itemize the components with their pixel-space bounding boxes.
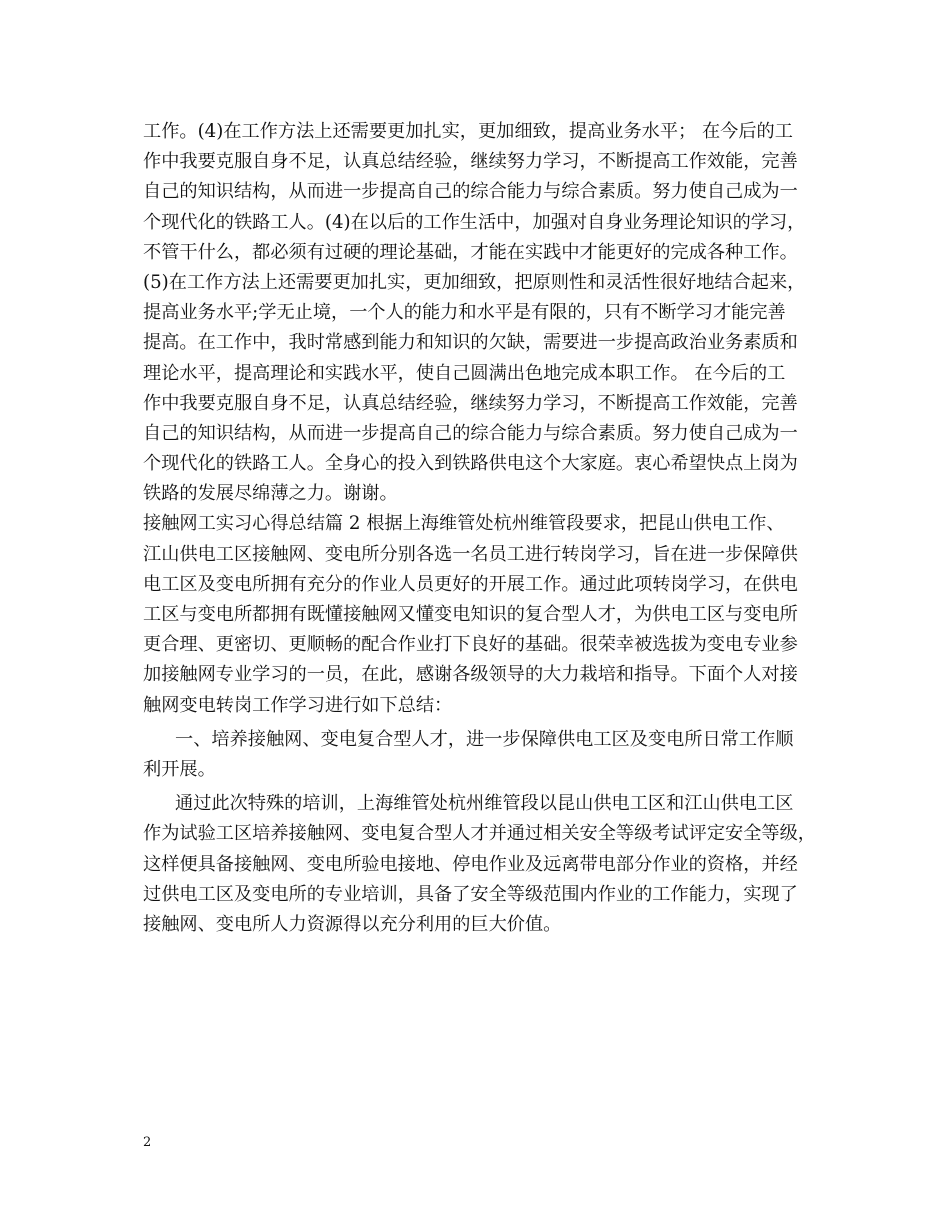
- text-line: 工作。(4)在工作方法上还需要更加扎实，更加细致，提高业务水平； 在今后的工: [143, 121, 793, 142]
- page-number: 2: [143, 1135, 152, 1150]
- text-line: 触网变电转岗工作学习进行如下总结：: [143, 694, 453, 716]
- text-line: 作中我要克服自身不足，认真总结经验，继续努力学习，不断提高工作效能，完善: [143, 392, 798, 414]
- paragraph-line: 通过此次特殊的培训，上海维管处杭州维管段以昆山供电工区和江山供电工区: [175, 793, 794, 815]
- text-line: 提高。在工作中，我时常感到能力和知识的欠缺，需要进一步提高政治业务素质和: [143, 332, 798, 354]
- text-line: 作中我要克服自身不足，认真总结经验，继续努力学习，不断提高工作效能，完善: [143, 151, 798, 173]
- text-line: 个现代化的铁路工人。(4)在以后的工作生活中，加强对自身业务理论知识的学习，: [143, 211, 806, 233]
- text-line: 自己的知识结构，从而进一步提高自己的综合能力与综合素质。努力使自己成为一: [143, 181, 798, 203]
- text-line: 电工区及变电所拥有充分的作业人员更好的开展工作。通过此项转岗学习，在供电: [143, 573, 798, 595]
- text-line: 接触网工实习心得总结篇 2 根据上海维管处杭州维管段要求，把昆山供电工作、: [143, 513, 785, 535]
- body-text: [143, 117, 833, 940]
- text-line: 提高业务水平;学无止境，一个人的能力和水平是有限的，只有不断学习才能完善: [143, 302, 786, 324]
- paragraph-line: 作为试验工区培养接触网、变电复合型人才并通过相关安全等级考试评定安全等级，: [143, 823, 816, 845]
- text-line: 理论水平，提高理论和实践水平，使自己圆满出色地完成本职工作。 在今后的工: [143, 362, 786, 384]
- paragraph-line: 这样便具备接触网、变电所验电接地、停电作业及远离带电部分作业的资格，并经: [143, 853, 798, 875]
- section-heading-line: 利开展。: [143, 758, 216, 780]
- text-line: 不管干什么，都必须有过硬的理论基础，才能在实践中才能更好的完成各种工作。: [143, 241, 798, 263]
- text-line: 个现代化的铁路工人。全身心的投入到铁路供电这个大家庭。衷心希望快点上岗为: [143, 453, 798, 475]
- section-heading-line: 一、培养接触网、变电复合型人才，进一步保障供电工区及变电所日常工作顺: [175, 728, 794, 750]
- text-line: 江山供电工区接触网、变电所分别各选一名员工进行转岗学习，旨在进一步保障供: [143, 543, 798, 565]
- text-line: 工区与变电所都拥有既懂接触网又懂变电知识的复合型人才，为供电工区与变电所: [143, 604, 798, 625]
- text-line: 更合理、更密切、更顺畅的配合作业打下良好的基础。很荣幸被选拔为变电专业参: [143, 634, 798, 656]
- text-line: (5)在工作方法上还需要更加扎实，更加细致，把原则性和灵活性很好地结合起来，: [143, 271, 806, 293]
- text-line: 加接触网专业学习的一员，在此，感谢各级领导的大力栽培和指导。下面个人对接: [143, 664, 798, 686]
- paragraph-line: 接触网、变电所人力资源得以充分利用的巨大价值。: [143, 913, 562, 935]
- text-line: 自己的知识结构，从而进一步提高自己的综合能力与综合素质。努力使自己成为一: [143, 422, 798, 444]
- paragraph-line: 过供电工区及变电所的专业培训，具备了安全等级范围内作业的工作能力，实现了: [143, 883, 798, 905]
- text-line: 铁路的发展尽绵薄之力。谢谢。: [143, 483, 398, 505]
